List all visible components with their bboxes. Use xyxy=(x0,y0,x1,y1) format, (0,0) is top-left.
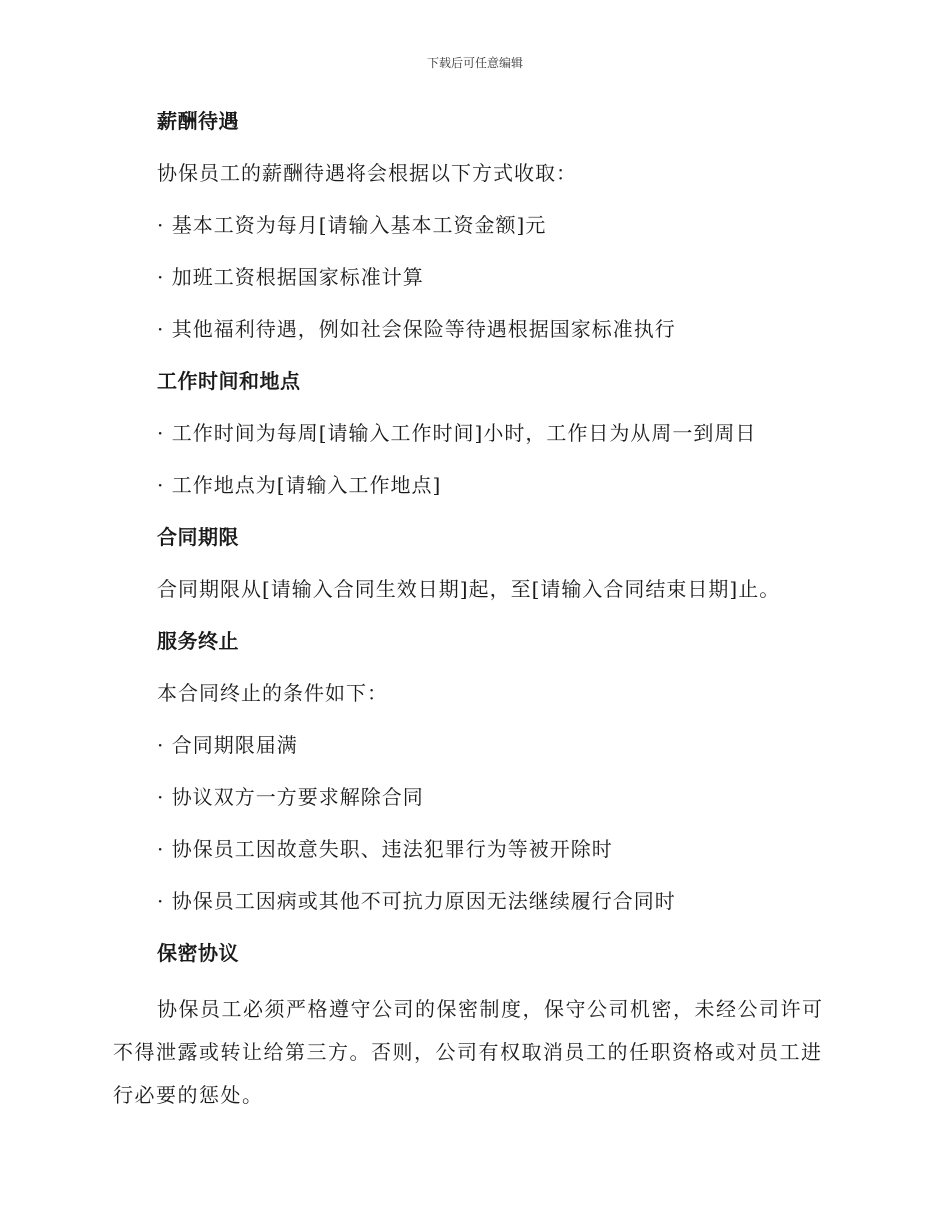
salary-item: · 其他福利待遇，例如社会保险等待遇根据国家标准执行 xyxy=(157,317,676,341)
section-heading-salary: 薪酬待遇 xyxy=(157,109,239,133)
termination-item: · 协保员工因故意失职、违法犯罪行为等被开除时 xyxy=(157,837,613,861)
section-heading-term: 合同期限 xyxy=(157,525,239,549)
term-text: 合同期限从[请输入合同生效日期]起，至[请输入合同结束日期]止。 xyxy=(157,577,781,601)
page-header: 下载后可任意编辑 xyxy=(426,56,523,70)
termination-intro: 本合同终止的条件如下： xyxy=(157,681,388,705)
termination-item: · 合同期限届满 xyxy=(157,733,298,757)
salary-item: · 加班工资根据国家标准计算 xyxy=(157,265,424,289)
confidentiality-paragraph: 协保员工必须严格遵守公司的保密制度，保守公司机密，未经公司许可不得泄露或转让给第三方。否则，公司有权取消员工的任职资格或对员工进行必要的惩处。 xyxy=(113,997,824,1107)
salary-item: · 基本工资为每月[请输入基本工资金额]元 xyxy=(157,213,547,237)
termination-item: · 协保员工因病或其他不可抗力原因无法继续履行合同时 xyxy=(157,889,676,913)
worktime-item: · 工作时间为每周[请输入工作时间]小时，工作日为从周一到周日 xyxy=(157,421,757,445)
section-heading-worktime: 工作时间和地点 xyxy=(157,369,301,393)
worktime-item: · 工作地点为[请输入工作地点] xyxy=(157,473,442,497)
section-heading-confidentiality: 保密协议 xyxy=(157,941,239,965)
document-body xyxy=(157,108,837,992)
termination-item: · 协议双方一方要求解除合同 xyxy=(157,785,424,809)
salary-intro: 协保员工的薪酬待遇将会根据以下方式收取： xyxy=(157,161,577,185)
section-heading-termination: 服务终止 xyxy=(157,629,239,653)
